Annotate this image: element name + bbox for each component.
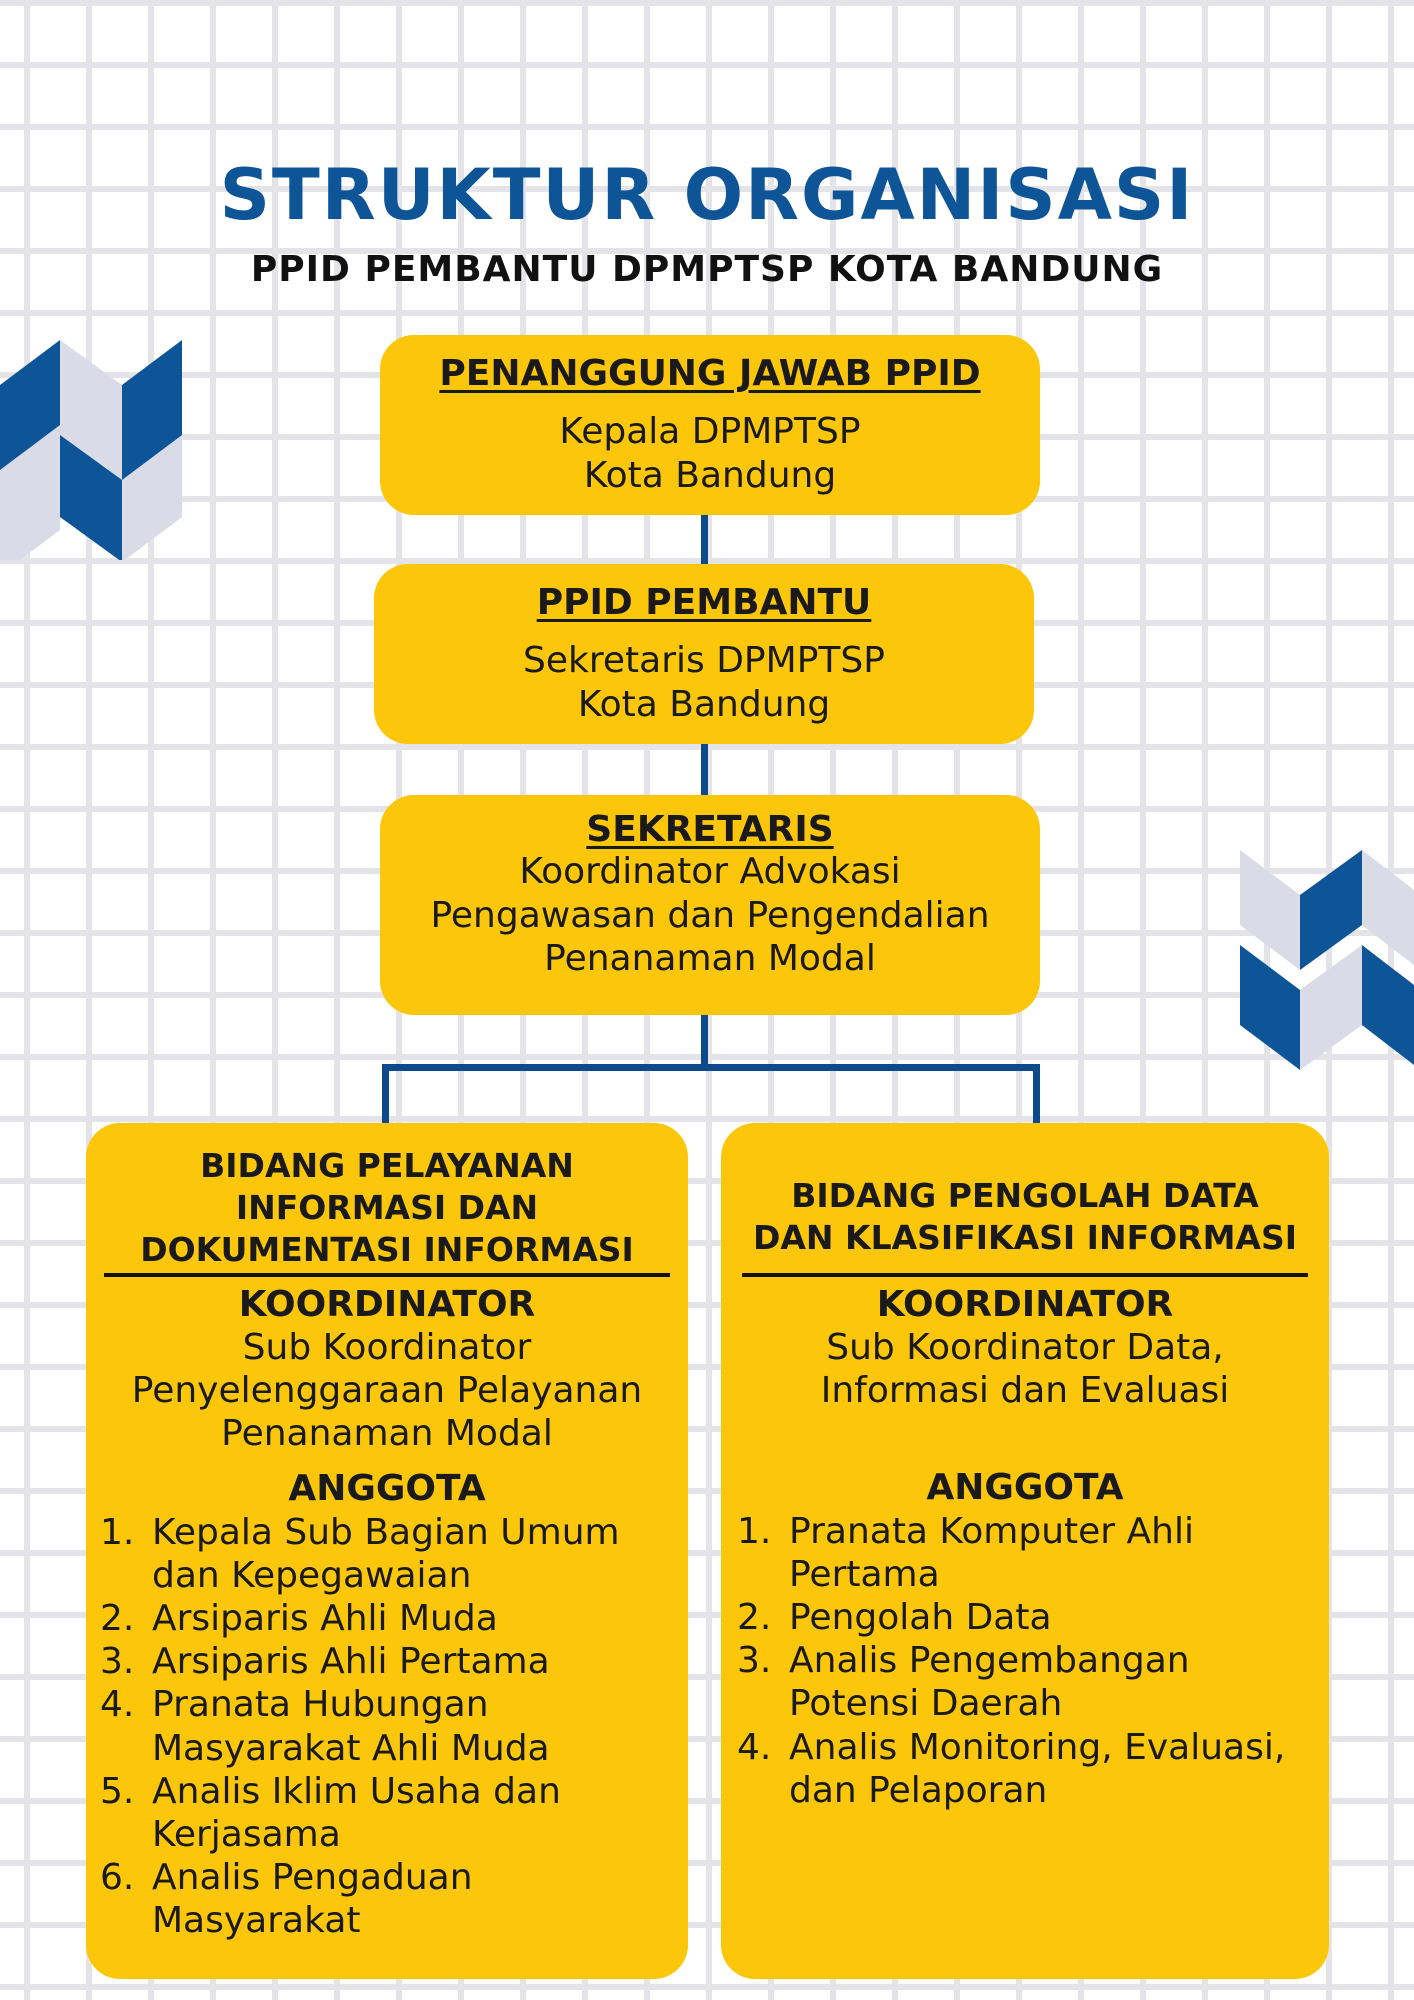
list-item-text: Kepala Sub Bagian Umum: [152, 1511, 620, 1553]
penanggung-jawab-heading: PENANGGUNG JAWAB PPID: [439, 353, 981, 394]
bidang-left-koordinator-line: Penanaman Modal: [221, 1413, 553, 1455]
connector-3: [701, 1010, 708, 1070]
bidang-left-divider: [104, 1273, 670, 1277]
chevron-decoration-right: [1240, 850, 1414, 1070]
list-item-number: 1.: [100, 1511, 135, 1553]
list-item-text: dan Kepegawaian: [152, 1554, 472, 1596]
bidang-right-title-line: BIDANG PENGOLAH DATA: [791, 1176, 1259, 1215]
list-item-number: 4.: [737, 1726, 772, 1768]
bidang-right-koordinator-line: Sub Koordinator Data,: [826, 1327, 1224, 1368]
list-item-number: 1.: [737, 1510, 772, 1552]
list-item-text: Kerjasama: [152, 1813, 341, 1855]
list-item: [737, 1596, 1325, 1639]
page-subtitle: PPID PEMBANTU DPMPTSP KOTA BANDUNG: [250, 249, 1164, 290]
chevron-decoration-left: [0, 340, 190, 560]
list-item: [737, 1510, 1325, 1596]
list-item: [100, 1640, 682, 1683]
penanggung-jawab-line: Kepala DPMPTSP: [559, 411, 861, 453]
list-item: [100, 1856, 682, 1942]
bidang-left-title-line: INFORMASI DAN: [235, 1187, 539, 1227]
ppid-pembantu-box: [374, 564, 1034, 744]
bidang-right-anggota-heading: ANGGOTA: [926, 1467, 1124, 1509]
connector-right-drop: [1033, 1064, 1040, 1124]
bidang-left-title-line: DOKUMENTASI INFORMASI: [140, 1229, 634, 1269]
connector-2: [701, 740, 708, 798]
sekretaris-box: [380, 795, 1040, 1015]
bidang-right-koordinator-heading: KOORDINATOR: [876, 1283, 1174, 1325]
sekretaris-line: Penanaman Modal: [544, 937, 876, 979]
bidang-left-koordinator-heading: KOORDINATOR: [238, 1283, 536, 1325]
list-item: [100, 1511, 682, 1597]
bidang-left-anggota-heading: ANGGOTA: [288, 1468, 486, 1510]
list-item-number: 5.: [100, 1770, 135, 1812]
list-item-text: Masyarakat: [152, 1900, 361, 1942]
list-item-number: 4.: [100, 1684, 135, 1726]
connector-1: [701, 512, 708, 564]
ppid-pembantu-line: Kota Bandung: [577, 683, 831, 725]
sekretaris-line: Koordinator Advokasi: [519, 851, 901, 893]
bidang-left-koordinator-line: Sub Koordinator: [242, 1326, 532, 1368]
list-item-text: Analis Pengaduan: [152, 1857, 473, 1899]
list-item-number: 6.: [100, 1857, 135, 1899]
list-item-text: Masyarakat Ahli Muda: [152, 1727, 550, 1769]
list-item-text: Potensi Daerah: [789, 1683, 1063, 1725]
list-item-text: dan Pelaporan: [789, 1769, 1048, 1811]
bidang-right-box: [721, 1123, 1329, 1979]
bidang-right-divider: [742, 1273, 1308, 1277]
bidang-right-koordinator-line: Informasi dan Evaluasi: [820, 1370, 1230, 1412]
bidang-left-koordinator-line: Penyelenggaraan Pelayanan: [131, 1370, 643, 1412]
connector-horizontal: [382, 1064, 1040, 1071]
list-item-text: Pranata Hubungan: [152, 1684, 489, 1726]
list-item-text: Pranata Komputer Ahli: [789, 1510, 1194, 1552]
page-title: STRUKTUR ORGANISASI: [219, 154, 1195, 236]
bidang-left-title-line: BIDANG PELAYANAN: [200, 1146, 574, 1185]
bidang-left-member-list: [100, 1511, 682, 1943]
sekretaris-heading: SEKRETARIS: [586, 809, 834, 850]
list-item: [100, 1597, 682, 1640]
list-item-text: Analis Monitoring, Evaluasi,: [789, 1726, 1286, 1768]
list-item-number: 3.: [100, 1641, 135, 1683]
ppid-pembantu-line: Sekretaris DPMPTSP: [523, 640, 885, 682]
list-item: [100, 1683, 682, 1769]
bidang-right-member-list: [737, 1510, 1325, 1812]
sekretaris-line: Pengawasan dan Pengendalian: [430, 894, 990, 936]
list-item-number: 2.: [100, 1598, 135, 1640]
list-item-text: Analis Pengembangan: [789, 1640, 1190, 1682]
list-item-number: 3.: [737, 1640, 772, 1682]
connector-left-drop: [382, 1064, 389, 1124]
list-item: [737, 1726, 1325, 1812]
penanggung-jawab-line: Kota Bandung: [583, 454, 837, 496]
bidang-right-title-line: DAN KLASIFIKASI INFORMASI: [752, 1217, 1298, 1257]
list-item: [737, 1639, 1325, 1725]
ppid-pembantu-heading: PPID PEMBANTU: [536, 582, 872, 623]
list-item-number: 2.: [737, 1596, 772, 1638]
list-item-text: Arsiparis Ahli Pertama: [152, 1641, 550, 1683]
list-item-text: Analis Iklim Usaha dan: [152, 1770, 561, 1812]
list-item-text: Pertama: [789, 1553, 940, 1595]
list-item: [100, 1770, 682, 1856]
bidang-left-box: [86, 1123, 688, 1979]
list-item-text: Arsiparis Ahli Muda: [152, 1598, 498, 1640]
list-item-text: Pengolah Data: [789, 1596, 1052, 1638]
penanggung-jawab-box: [380, 335, 1040, 515]
